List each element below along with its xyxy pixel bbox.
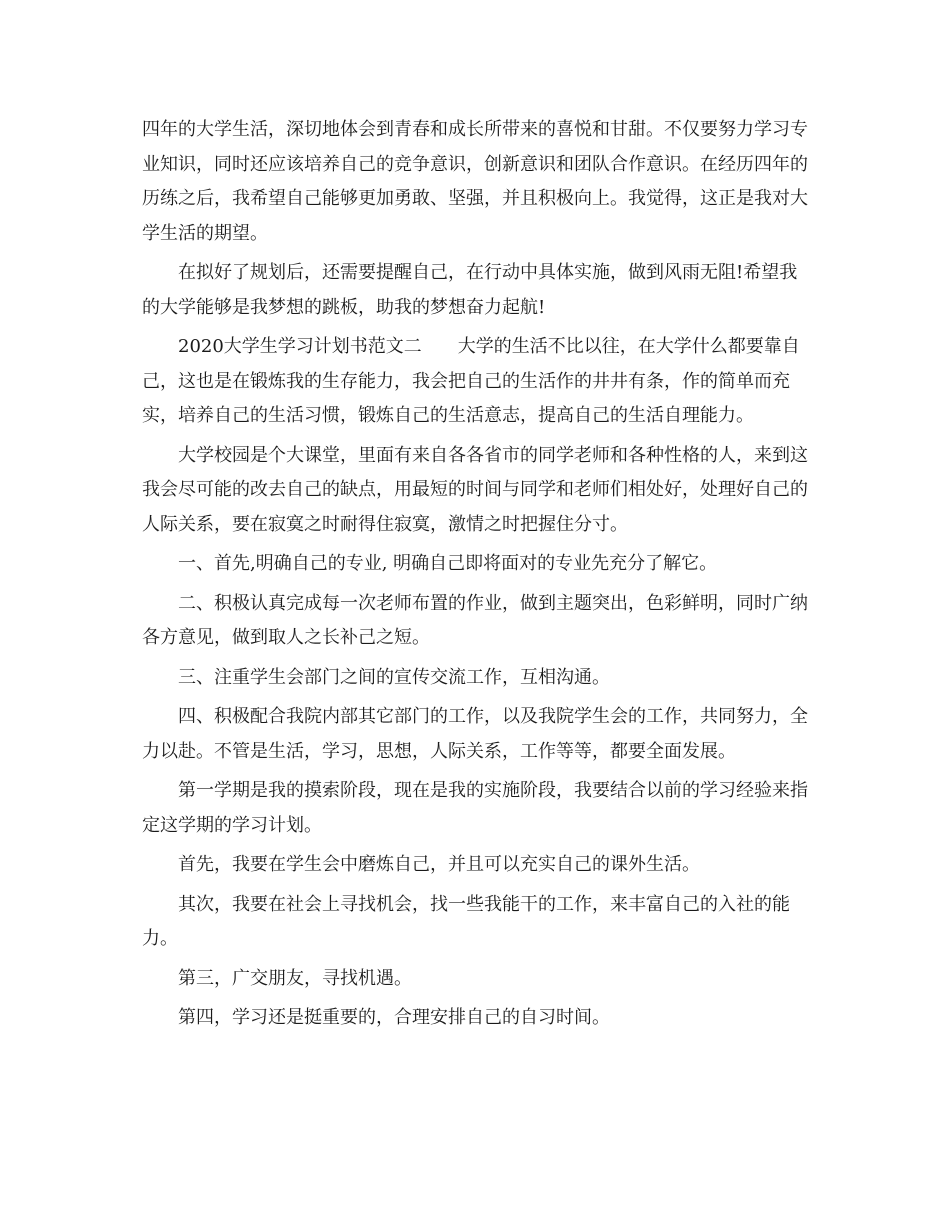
paragraph-13: 第四，学习还是挺重要的，合理安排自己的自习时间。 (178, 1007, 610, 1028)
paragraph-8: 四、积极配合我院内部其它部门的工作，以及我院学生会的工作，共同努力，全力以赴。不管是生活，学习，思想，人际关系，工作等等，都要全面发展。 (142, 706, 808, 762)
paragraph-3: 2020大学生学习计划书范文二 大学的生活不比以往，在大学什么都要靠自己，这也是在锻炼我的生存能力，我会把自己的生活作的井井有条，作的简单而充实，培养自己的生活习惯，锻炼自己的生活意志，提高自己的生活自理能力。 (142, 336, 800, 426)
paragraph-10: 首先，我要在学生会中磨炼自己，并且可以充实自己的课外生活。 (178, 854, 700, 875)
paragraph-6: 二、积极认真完成每一次老师布置的作业，做到主题突出，色彩鲜明，同时广纳各方意见，做到取人之长补己之短。 (142, 592, 808, 648)
paragraph-9: 第一学期是我的摸索阶段，现在是我的实施阶段，我要结合以前的学习经验来指定这学期的学习计划。 (142, 780, 808, 836)
paragraph-2: 在拟好了规划后，还需要提醒自己，在行动中具体实施，做到风雨无阻!希望我的大学能够是我梦想的跳板，助我的梦想奋力起航! (142, 262, 798, 318)
paragraph-7: 三、注重学生会部门之间的宣传交流工作，互相沟通。 (178, 666, 610, 688)
paragraph-11: 其次，我要在社会上寻找机会，找一些我能干的工作，来丰富自己的入社的能力。 (142, 893, 790, 949)
paragraph-12: 第三，广交朋友，寻找机遇。 (178, 967, 412, 989)
paragraph-4: 大学校园是个大课堂，里面有来自各各省市的同学老师和各种性格的人，来到这我会尽可能的改去自己的缺点，用最短的时间与同学和老师们相处好，处理好自己的人际关系，要在寂寞之时耐得住寂寞，激情之时把握住分寸。 (142, 444, 808, 535)
paragraph-5: 一、首先,明确自己的专业, 明确自己即将面对的专业先充分了解它。 (178, 553, 718, 574)
document-body (142, 113, 808, 1041)
paragraph-1: 四年的大学生活，深切地体会到青春和成长所带来的喜悦和甘甜。不仅要努力学习专业知识，同时还应该培养自己的竞争意识，创新意识和团队合作意识。在经历四年的历练之后，我希望自己能够更加勇敢、坚强，并且积极向上。我觉得，这正是我对大学生活的期望。 (142, 119, 808, 244)
